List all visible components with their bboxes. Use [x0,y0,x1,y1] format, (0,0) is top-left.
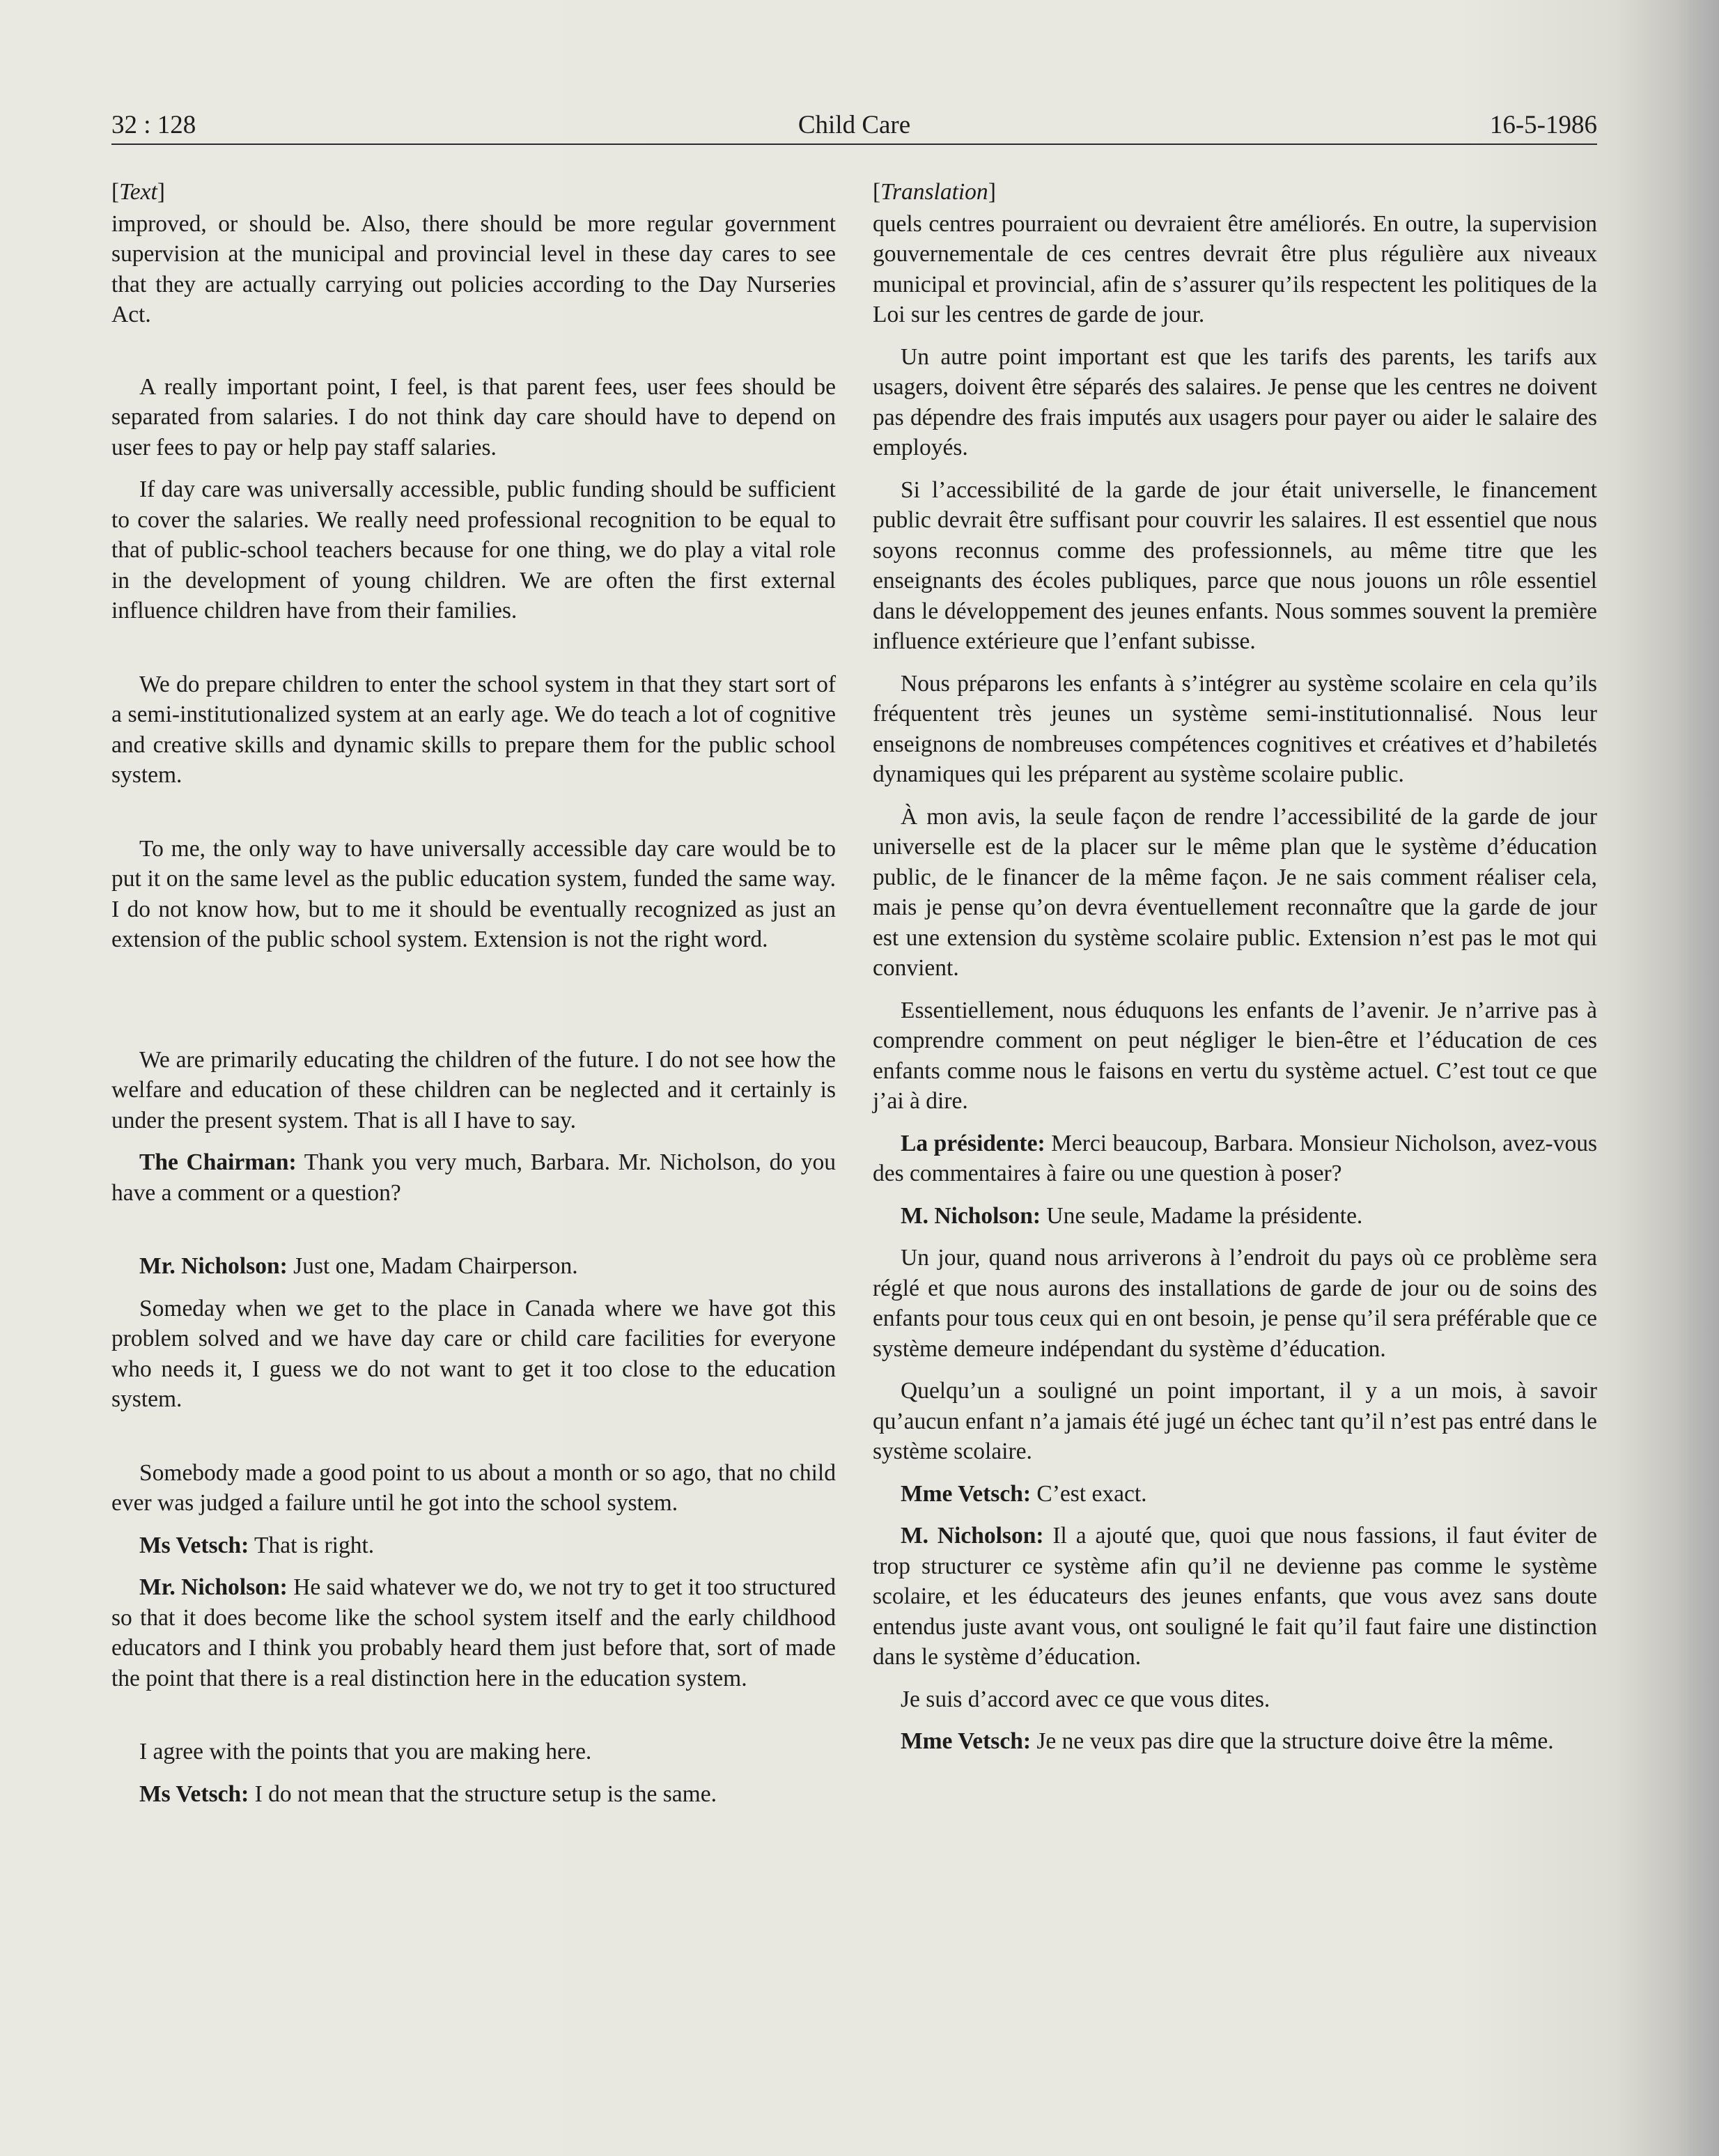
paragraph [111,1458,836,1519]
paragraph-text: Un autre point important est que les tarifs des parents, les tarifs aux usagers, doivent être séparés des salaires. Je pense que les centres ne doivent pas dépendre des frais imputés aux usagers pour payer ou aider le salaire des employés. [873,343,1597,460]
speaker-paragraph [873,1521,1597,1673]
paragraph [873,475,1597,657]
header-date: 16-5-1986 [1489,111,1597,139]
speaker-paragraph [111,1530,836,1561]
column-label-translation: [Translation] [873,179,996,205]
running-title: Child Care [798,111,911,139]
speaker-name: M. Nicholson: [901,1202,1041,1229]
paragraph-text: Somebody made a good point to us about a month or so ago, that no child ever was judged a failure until he got into the school system. [111,1459,836,1516]
paragraph-text: quels centres pourraient ou devraient être améliorés. En outre, la supervision gouvernementale de ces centres devrait être plus régulière aux niveaux municipal et provincial, afin de s’assurer qu’ils respectent les politiques de la Loi sur les centres de garde de jour. [873,210,1597,327]
speaker-paragraph [873,1129,1597,1189]
paragraph-text: Essentiellement, nous éduquons les enfants de l’avenir. Je n’arrive pas à comprendre comment on peut négliger le bien-être et l’éducation de ces enfants comme nous le faisons en vertu du système actuel. C’est tout ce que j’ai à dire. [873,997,1597,1114]
speaker-paragraph [111,1147,836,1208]
paragraph-text: C’est exact. [1036,1480,1147,1507]
speaker-name: Mr. Nicholson: [139,1253,288,1279]
paragraph-text: Il a ajouté que, quoi que nous fassions, il faut éviter de trop structurer ce système afin qu’il ne devienne pas comme le système scolaire, et les éducateurs des jeunes enfants, que vous avez sans doute entendus juste avant vous, ont souligné le fait qu’il faut faire une distinction dans le système d’éducation. [873,1523,1597,1670]
paragraph [111,372,836,463]
paragraph [873,669,1597,790]
paragraph-text: Merci beaucoup, Barbara. Monsieur Nicholson, avez-vous des commentaires à faire ou une question à poser? [873,1130,1598,1186]
paragraph [873,995,1597,1117]
paragraph-text: Nous préparons les enfants à s’intégrer au système scolaire en cela qu’ils fréquentent très jeunes un système semi-institutionnalisé. Nous leur enseignons de nombreuses compétences cognitives et créatives et d’habiletés dynamiques qui les préparent au système scolaire public. [873,670,1597,787]
paragraph [111,834,836,955]
paragraph [873,1376,1597,1467]
paragraph-text: Un jour, quand nous arriverons à l’endroit du pays où ce problème sera réglé et que nous aurons des installations de garde de jour ou de soins des enfants pour tous ceux qui en ont besoin, je pense qu’il sera préférable que ce système demeure indépendant du système d’éducation. [873,1245,1597,1362]
speaker-paragraph [111,1779,836,1810]
paragraph [111,209,836,330]
paragraph-text: improved, or should be. Also, there should be more regular government supervision at the municipal and provincial level in these day cares to see that they are actually carrying out policies according to the Day Nurseries Act. [111,210,836,327]
running-head [111,104,1597,146]
page-number: 32 : 128 [111,111,196,139]
paragraph-text: Je ne veux pas dire que la structure doive être la même. [1036,1728,1554,1754]
paragraph [111,1294,836,1415]
column-label: Text [119,179,157,205]
paragraph-text: A really important point, I feel, is that parent fees, user fees should be separated from salaries. I do not think day care should have to depend on user fees to pay or help pay staff salaries. [111,373,836,460]
paragraph [111,1737,836,1767]
speaker-paragraph [873,1726,1597,1757]
speaker-name: Mme Vetsch: [901,1480,1031,1507]
speaker-paragraph [111,1572,836,1693]
paragraph-text: Je suis d’accord avec ce que vous dites. [901,1686,1270,1712]
speaker-name: Ms Vetsch: [139,1781,249,1807]
paragraph-text: That is right. [254,1532,375,1558]
paragraph-text: He said whatever we do, we not try to get it too structured so that it does become like the school system itself and the early childhood educators and I think you probably heard them just before that, sort of made the point that there is a real distinction here in the education system. [111,1574,836,1691]
speaker-name: M. Nicholson: [901,1523,1044,1549]
paragraph-text: Une seule, Madame la présidente. [1046,1202,1363,1229]
paragraph [873,342,1597,463]
paragraph-text: I agree with the points that you are making here. [139,1739,592,1765]
paragraph-text: I do not mean that the structure setup is the same. [254,1781,717,1807]
speaker-paragraph [873,1479,1597,1510]
english-column [111,177,836,1809]
column-label-text: [Text] [111,179,165,205]
speaker-name: La présidente: [901,1130,1045,1156]
paragraph [873,1243,1597,1364]
paragraph-text: We are primarily educating the children of the future. I do not see how the welfare and education of these children can be neglected and it certainly is under the present system. That is all I have to say. [111,1046,836,1133]
speaker-name: Mme Vetsch: [901,1728,1031,1754]
paragraph-text: We do prepare children to enter the school system in that they start sort of a semi-institutionalized system at an early age. We do teach a lot of cognitive and creative skills and dynamic skills to prepare them for the public school system. [111,671,836,788]
paragraph-text: Just one, Madam Chairperson. [293,1253,578,1279]
speaker-name: Ms Vetsch: [139,1532,249,1558]
french-column [873,177,1597,1757]
paragraph-text: À mon avis, la seule façon de rendre l’accessibilité de la garde de jour universelle est de la placer sur le même plan que le système d’éducation public, de le financer de la même façon. Je ne sais comment réaliser cela, mais je pense qu’on devra éventuellement reconnaître que la garde de jour est une extension du système scolaire public. Extension n’est pas le mot qui convient. [873,803,1597,981]
paragraph-text: To me, the only way to have universally accessible day care would be to put it on the same level as the public education system, funded the same way. I do not know how, but to me it should be eventually recognized as just an extension of the public school system. Extension is not the right word. [111,835,836,952]
column-label: Translation [880,179,988,205]
paragraph-text: If day care was universally accessible, public funding should be sufficient to cover the salaries. We really need professional recognition to be equal to that of public-school teachers because for one thing, we do play a vital role in the development of young children. We are often the first external influence children have from their families. [111,476,836,623]
paragraph [111,669,836,791]
paragraph-text: Si l’accessibilité de la garde de jour était universelle, le financement public devrait être suffisant pour couvrir les salaires. Il est essentiel que nous soyons reconnus comme des professionnels, au même titre que les enseignants des écoles publiques, parce que nous jouons un rôle essentiel dans le développement des jeunes enfants. Nous sommes souvent la première influence extérieure que l’enfant subisse. [873,476,1597,654]
paragraph [873,1684,1597,1715]
paragraph [111,474,836,626]
paragraph-text: Quelqu’un a souligné un point important, il y a un mois, à savoir qu’aucun enfant n’a jamais été jugé un échec tant qu’il n’est pas entré dans le système scolaire. [873,1378,1597,1464]
paragraph-text: Someday when we get to the place in Canada where we have got this problem solved and we have day care or child care facilities for everyone who needs it, I guess we do not want to get it too close to the education system. [111,1295,836,1412]
speaker-paragraph [873,1201,1597,1232]
page-edge-shadow [1677,0,1719,2156]
paragraph [873,209,1597,330]
paragraph [873,802,1597,984]
paragraph-text: Thank you very much, Barbara. Mr. Nicholson, do you have a comment or a question? [111,1149,836,1206]
speaker-name: The Chairman: [139,1149,297,1175]
speaker-name: Mr. Nicholson: [139,1574,288,1600]
speaker-paragraph [111,1251,836,1282]
paragraph [111,1045,836,1136]
header-rule [111,144,1597,145]
